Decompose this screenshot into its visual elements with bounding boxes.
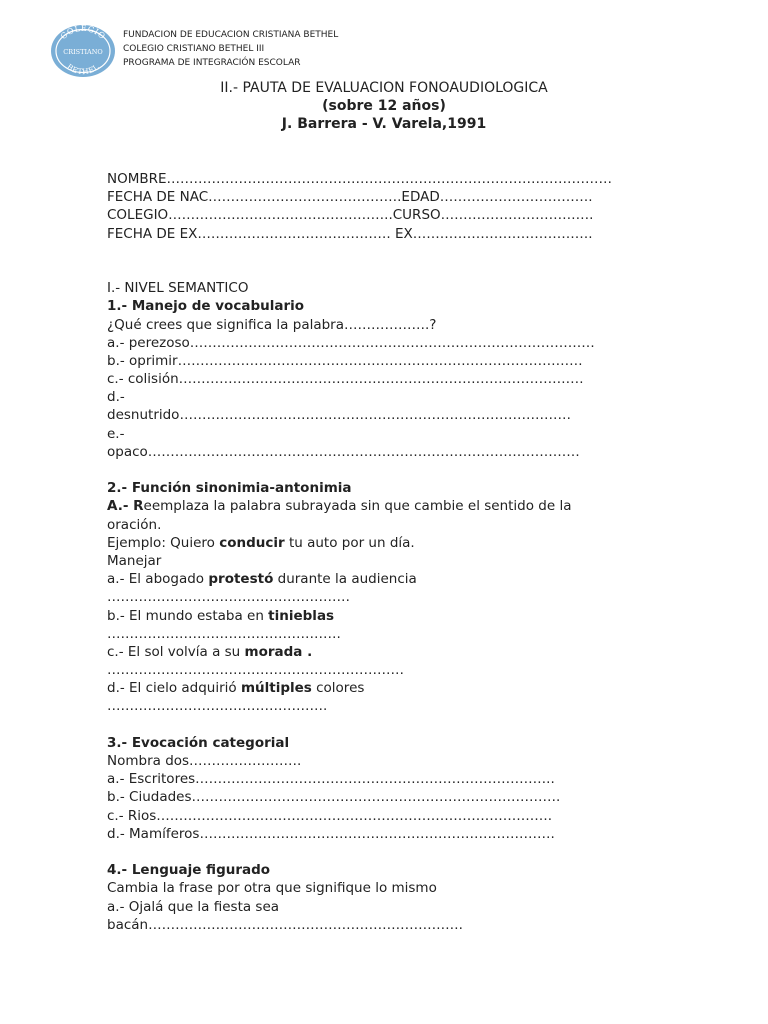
synonym-a-pre: a.- El abogado xyxy=(107,571,209,588)
age-subtitle: (sobre 12 años) xyxy=(322,98,446,114)
subsection-4-title: 4.- Lenguaje figurado xyxy=(107,862,271,879)
vocab-item-b: b.- oprimir……………………………………………………………………………… xyxy=(107,352,583,369)
instruction-label: A.- R xyxy=(107,498,144,515)
form-colegio: COLEGIO…………………………………………..CURSO……………………………. xyxy=(107,207,594,224)
synonym-a-answer-line: ……………………………………………… xyxy=(107,589,350,606)
vocab-item-a: a.- perezoso……………………………………………………………………………… xyxy=(107,334,595,351)
example-bold-word: conducir xyxy=(219,534,285,551)
school-logo xyxy=(50,24,116,78)
form-fecha-nac: FECHA DE NAC…………………………………….EDAD……………………………. xyxy=(107,189,593,206)
synonym-c-pre: c.- El sol volvía a su xyxy=(107,643,245,660)
synonym-d-pre: d.- El cielo adquirió xyxy=(107,680,241,697)
subsection-2-instruction-cont: oración. xyxy=(107,516,162,533)
subsection-3-title: 3.- Evocación categorial xyxy=(107,734,290,751)
institution-line-3: PROGRAMA DE INTEGRACIÓN ESCOLAR xyxy=(123,58,301,68)
synonym-b-pre: b.- El mundo estaba en xyxy=(107,607,269,624)
synonym-c-word: morada . xyxy=(244,643,313,660)
vocab-item-e-label: e.- xyxy=(107,425,125,442)
example-answer: Manejar xyxy=(107,552,162,569)
authors-subtitle: J. Barrera - V. Varela,1991 xyxy=(281,116,487,132)
logo-text-bottom: BETHEL xyxy=(65,62,101,77)
subsection-1-title: 1.- Manejo de vocabulario xyxy=(107,298,305,315)
vocab-item-d-text: desnutrido…………………………………………………………………………… xyxy=(107,407,571,424)
synonym-item-c xyxy=(107,643,667,661)
category-item-b: b.- Ciudades………………………………………………………………………. xyxy=(107,789,561,806)
synonym-d-answer-line: …………………………………………. xyxy=(107,698,328,715)
synonym-item-b xyxy=(107,607,667,625)
example-pre: Ejemplo: Quiero xyxy=(107,534,220,551)
synonym-c-answer-line: ………………………………………………………… xyxy=(107,662,404,679)
example-line xyxy=(107,534,667,552)
institution-header xyxy=(123,28,338,70)
instruction-text: eemplaza la palabra subrayada sin que cambie el sentido de la xyxy=(143,498,572,515)
logo-text-center: CRISTIANO xyxy=(63,48,103,56)
document-body xyxy=(107,170,667,934)
category-item-c: c.- Rios……………………………………………………………………………. xyxy=(107,807,553,824)
form-fecha-ex: FECHA DE EX……………………………………. EX…………………………………. xyxy=(107,225,593,242)
section-1-title: I.- NIVEL SEMANTICO xyxy=(107,280,249,297)
subsection-1-prompt: ¿Qué crees que significa la palabra……………….? xyxy=(107,316,437,333)
institution-line-2: COLEGIO CRISTIANO BETHEL III xyxy=(123,44,265,54)
vocab-item-e-text: opaco…………………………………………………………………………………… xyxy=(107,443,580,460)
category-item-d: d.- Mamíferos……………………………………………………………………. xyxy=(107,825,555,842)
vocab-item-d-label: d.- xyxy=(107,389,125,406)
synonym-d-post: colores xyxy=(311,680,365,697)
vocab-item-c: c.- colisión……………………………………………………………………………… xyxy=(107,371,584,388)
main-title: II.- PAUTA DE EVALUACION FONOAUDIOLOGICA xyxy=(220,80,548,96)
document-titles xyxy=(0,79,768,133)
synonym-a-word: protestó xyxy=(208,571,274,588)
figurative-item-a: a.- Ojalá que la fiesta sea xyxy=(107,898,280,915)
synonym-d-word: múltiples xyxy=(240,680,312,697)
example-post: tu auto por un día. xyxy=(284,534,415,551)
synonym-item-d xyxy=(107,679,667,697)
logo-text-top: COLEGIO xyxy=(58,24,108,42)
subsection-2-title: 2.- Función sinonimia-antonimia xyxy=(107,480,352,497)
subsection-4-prompt: Cambia la frase por otra que signifique lo mismo xyxy=(107,880,437,897)
form-nombre: NOMBRE……………………………………………………………………………………… xyxy=(107,171,613,187)
synonym-item-a xyxy=(107,570,667,588)
subsection-3-prompt: Nombra dos……………………. xyxy=(107,753,302,769)
synonym-a-post: durante la audiencia xyxy=(273,571,417,588)
synonym-b-answer-line: ……………………………………………. xyxy=(107,625,341,642)
synonym-b-word: tinieblas xyxy=(268,607,335,624)
figurative-item-a-text: bacán……………………………………………………………. xyxy=(107,916,463,933)
institution-line-1: FUNDACION DE EDUCACION CRISTIANA BETHEL xyxy=(123,30,339,40)
category-item-a: a.- Escritores…………………………………………………………………….. xyxy=(107,771,555,788)
subsection-2-instruction xyxy=(107,497,667,515)
